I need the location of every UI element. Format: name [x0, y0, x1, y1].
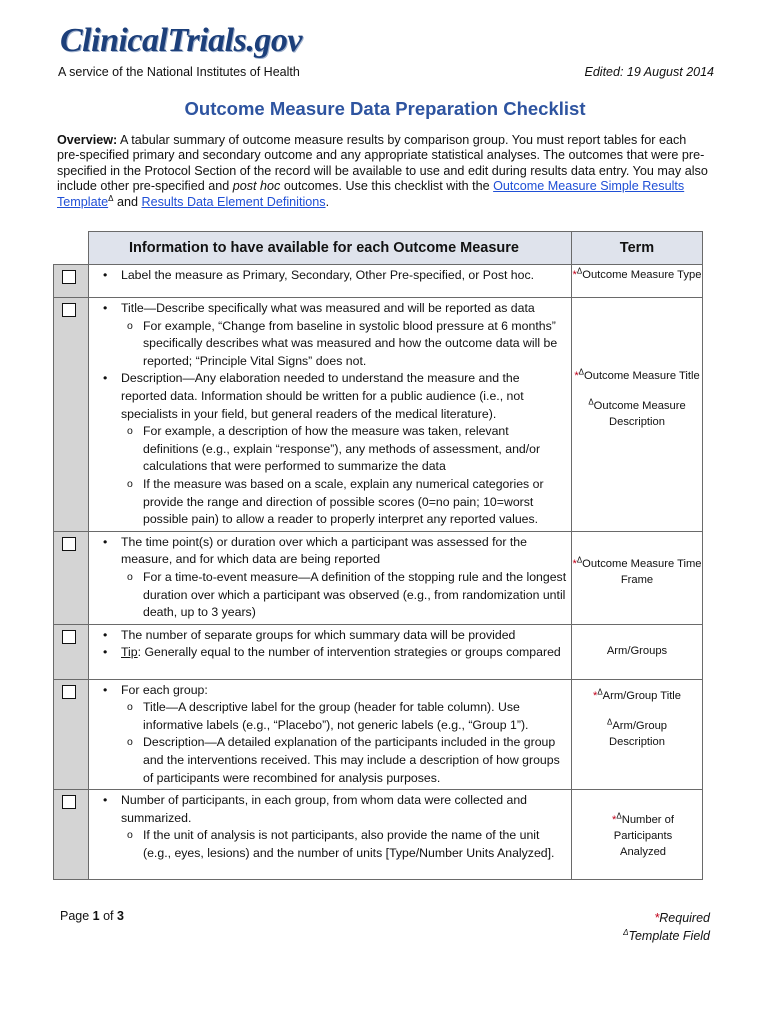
checkbox-cell: [54, 265, 89, 298]
overview-text: A tabular summary of outcome measure results by comparison group. You must report tables for each pre-specified primary and secondary outcome and any appropriate statistical analyses. The outcomes that were pre-specified in the Protocol Section of the record will be available to use and edit during results data entry. You may also include other pre-specified and: [57, 133, 708, 194]
row-term: [572, 624, 703, 679]
template-delta: Δ: [623, 927, 629, 937]
row-term: [572, 298, 703, 532]
legend-template-label: Template Field: [628, 929, 710, 943]
term-entry: [572, 532, 702, 588]
checkbox-cell: [54, 531, 89, 624]
template-delta: Δ: [108, 193, 114, 203]
term-entry: [572, 790, 702, 860]
list-item: • Description—Any elaboration needed to understand the measure and the reported data. Information should be written for a public audience (i.e., not specialists in your field, but general readers of the medical literature).: [95, 370, 567, 423]
checkbox[interactable]: [62, 537, 76, 551]
overview-text: outcomes. Use this checklist with the: [280, 179, 494, 194]
row-term: [572, 790, 703, 880]
row-term: [572, 265, 703, 298]
template-delta: Δ: [576, 266, 583, 276]
table-row: [54, 531, 703, 624]
sub-list-item: o Title—A descriptive label for the group (header for table column). Use informative labels (e.g., “Placebo”), not generic labels (e.g., “Group 1”).: [95, 699, 567, 734]
term-entry: [572, 298, 702, 384]
edited-date: Edited: 19 August 2014: [584, 65, 714, 79]
template-delta: Δ: [616, 811, 622, 821]
required-star: *: [572, 557, 577, 570]
legend-template: [623, 927, 710, 945]
table-row: [54, 265, 703, 298]
overview-text: and: [113, 194, 142, 209]
overview-paragraph: [57, 133, 712, 210]
template-delta: Δ: [578, 367, 585, 377]
sub-list-item: o If the measure was based on a scale, explain any numerical categories or provide the range and direction of possible scores (0=no pain; 10=worst possible pain) to allow a reader to properly interpret any reported values.: [95, 476, 567, 529]
sub-list-item: o For example, a description of how the measure was taken, relevant definitions (e.g., explain “response”), any methods of assessment, and/or calculations that were performed to summarize the data: [95, 423, 567, 476]
row-term: [572, 531, 703, 624]
row-description: [89, 531, 572, 624]
checkbox[interactable]: [62, 303, 76, 317]
page-prefix: Page: [60, 909, 93, 923]
row-description: [89, 298, 572, 532]
header-information: Information to have available for each Outcome Measure: [89, 232, 572, 265]
checkbox[interactable]: [62, 685, 76, 699]
data-element-definitions-link[interactable]: Results Data Element Definitions: [141, 194, 326, 209]
template-delta: Δ: [597, 686, 603, 696]
row-description: [89, 679, 572, 790]
term-entry: [572, 704, 702, 750]
required-star: *: [612, 814, 617, 827]
list-item: • Label the measure as Primary, Secondary, Other Pre-specified, or Post hoc.: [95, 267, 567, 285]
term-label: Outcome Measure Title: [584, 370, 700, 382]
post-hoc-text: post hoc: [232, 179, 281, 194]
checkbox[interactable]: [62, 630, 76, 644]
table-row: [54, 679, 703, 790]
template-delta: Δ: [606, 716, 613, 726]
required-star: *: [592, 689, 598, 702]
checkbox-cell: [54, 298, 89, 532]
term-entry: [572, 384, 702, 430]
list-item: • For each group:: [95, 682, 567, 700]
page-title: Outcome Measure Data Preparation Checklist: [184, 98, 586, 119]
term-entry: [572, 680, 702, 704]
checklist-table: [53, 231, 703, 880]
template-delta: Δ: [588, 397, 594, 407]
term-entry: Arm/Groups: [606, 644, 668, 657]
sub-list-item: o Description—A detailed explanation of the participants included in the group and the interventions received. This may include a description of how groups of participants were recombined for analysis purposes.: [95, 734, 567, 787]
required-star: *: [572, 269, 577, 281]
list-item: • The time point(s) or duration over which a participant was assessed for the measure, and for which data are being reported: [95, 534, 567, 569]
term-label: Arm/Group Description: [609, 719, 668, 748]
checkbox-cell: [54, 790, 89, 880]
overview-text: .: [325, 194, 330, 209]
term-label: Arm/Group Title: [602, 689, 682, 702]
row-term: [572, 679, 703, 790]
list-item: [95, 644, 567, 662]
table-header-row: [54, 232, 703, 265]
total-pages: 3: [117, 909, 124, 923]
page-number: [60, 909, 124, 923]
row-description: [89, 265, 572, 298]
legend-required-label: Required: [659, 911, 710, 925]
checkbox[interactable]: [62, 270, 76, 284]
legend: [623, 909, 710, 945]
simple-results-template-link[interactable]: Outcome Measure Simple Results Template: [57, 179, 685, 209]
row-description: [89, 790, 572, 880]
term-label: Outcome Measure Description: [593, 400, 686, 428]
checkbox-cell: [54, 624, 89, 679]
current-page: 1: [92, 909, 100, 923]
checkbox[interactable]: [62, 795, 76, 809]
term-label: Outcome Measure Type: [582, 269, 702, 281]
sub-list-item: o For a time-to-event measure—A definition of the stopping rule and the longest duration over which a participant was observed (e.g., from randomization until death, up to 3 years): [95, 569, 567, 622]
clinicaltrials-logo: ClinicalTrials.gov: [60, 22, 302, 59]
table-row: [54, 624, 703, 679]
header-spacer: [54, 232, 89, 265]
legend-required: [623, 909, 710, 927]
sub-list-item: o For example, “Change from baseline in systolic blood pressure at 6 months” specifically describes what was measured and how the outcome data will be reported; “Principle Vital Signs” does not.: [95, 318, 567, 371]
service-tagline: A service of the National Institutes of Health: [58, 65, 300, 79]
term-label: Number of Participants Analyzed: [613, 814, 674, 859]
table-row: [54, 298, 703, 532]
list-item: • Title—Describe specifically what was measured and will be reported as data: [95, 300, 567, 318]
template-delta: Δ: [576, 554, 583, 564]
term-label: Outcome Measure Time Frame: [582, 557, 702, 586]
required-star: *: [574, 370, 579, 382]
tip-label: Tip: [121, 645, 138, 660]
row-description: [89, 624, 572, 679]
list-item: • The number of separate groups for which summary data will be provided: [95, 627, 567, 645]
header-term: Term: [572, 232, 703, 265]
required-star: *: [654, 911, 660, 925]
term-entry: [572, 265, 702, 283]
list-item: • Number of participants, in each group, from whom data were collected and summarized.: [95, 792, 567, 827]
page-of: of: [99, 909, 117, 923]
table-row: [54, 790, 703, 880]
overview-label: Overview:: [57, 133, 118, 147]
sub-list-item: o If the unit of analysis is not participants, also provide the name of the unit (e.g., eyes, lesions) and the number of units [Type/Number Units Analyzed].: [95, 827, 567, 862]
checkbox-cell: [54, 679, 89, 790]
tip-text: : Generally equal to the number of intervention strategies or groups compared: [137, 645, 561, 660]
